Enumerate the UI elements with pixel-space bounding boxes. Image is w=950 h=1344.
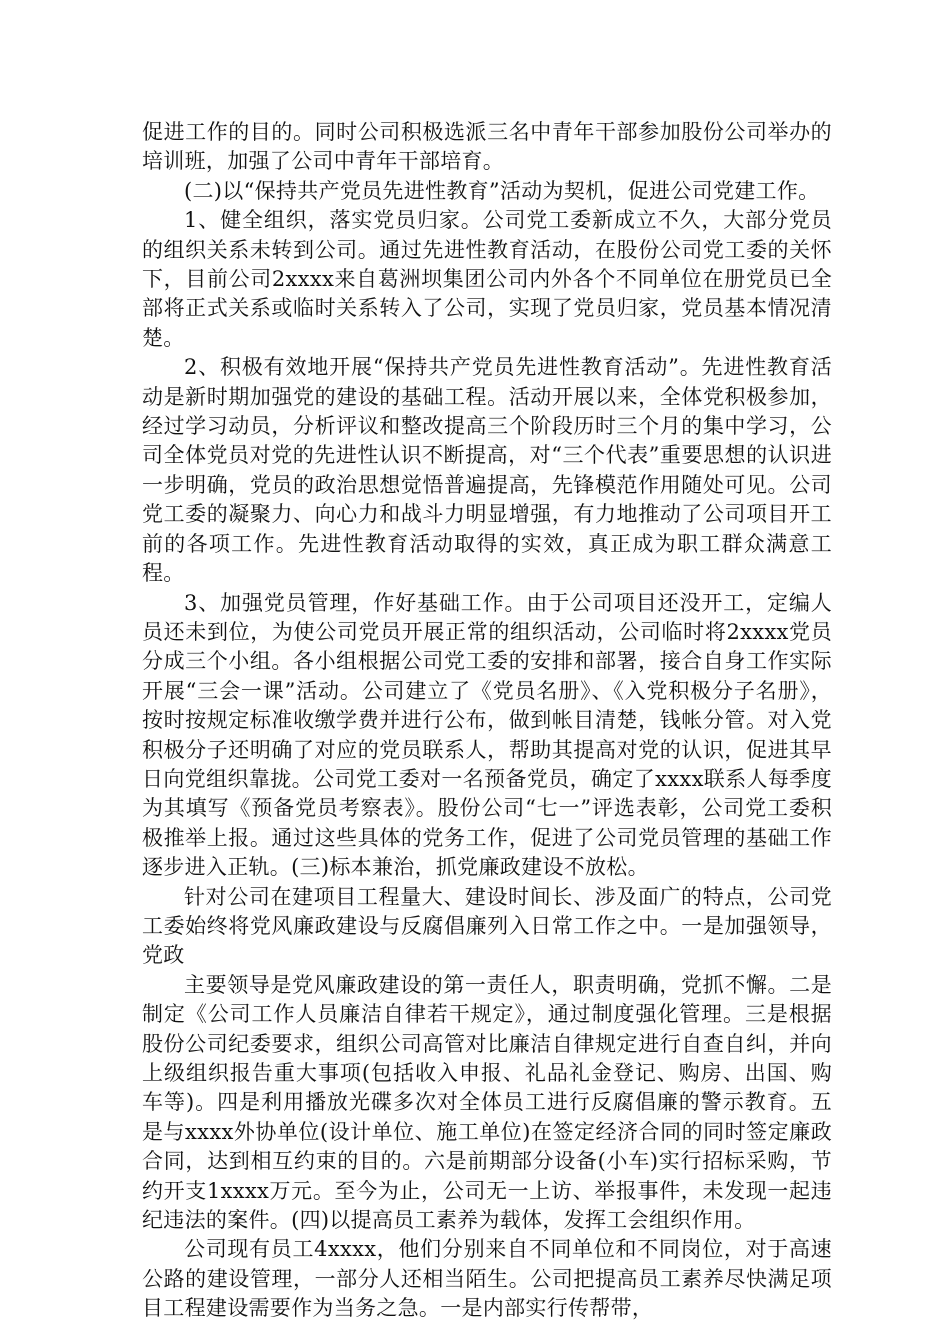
paragraph-4: 2、积极有效地开展“保持共产党员先进性教育活动”。先进性教育活动是新时期加强党的建设的基础工程。活动开展以来，全体党积极参加，经过学习动员，分析评议和整改提高三个阶段历时三个月的集中学习，公司全体党员对党的先进性认识不断提高，对“三个代表”重要思想的认识进一步明确，党员的政治思想觉悟普遍提高，先锋模范作用随处可见。公司党工委的凝聚力、向心力和战斗力明显增强，有力地推动了公司项目开工前的各项工作。先进性教育活动取得的实效，真正成为职工群众满意工程。 xyxy=(142,355,832,586)
paragraph-2: (二)以“保持共产党员先进性教育”活动为契机，促进公司党建工作。 xyxy=(184,178,820,203)
paragraph-1: 促进工作的目的。同时公司积极选派三名中青年干部参加股份公司举办的培训班，加强了公司中青年干部培育。 xyxy=(142,120,832,174)
paragraph-3: 1、健全组织，落实党员归家。公司党工委新成立不久，大部分党员的组织关系未转到公司。通过先进性教育活动，在股份公司党工委的关怀下，目前公司2xxxx来自葛洲坝集团公司内外各个不同单位在册党员已全部将正式关系或临时关系转入了公司，实现了党员归家，党员基本情况清楚。 xyxy=(142,208,832,350)
paragraph-6: 针对公司在建项目工程量大、建设时间长、涉及面广的特点，公司党工委始终将党风廉政建设与反腐倡廉列入日常工作之中。一是加强领导，党政 xyxy=(142,884,832,968)
paragraph-7: 主要领导是党风廉政建设的第一责任人，职责明确，党抓不懈。二是制定《公司工作人员廉洁自律若干规定》，通过制度强化管理。三是根据股份公司纪委要求，组织公司高管对比廉洁自律规定进行自查自纠，并向上级组织报告重大事项(包括收入申报、礼品礼金登记、购房、出国、购车等)。四是利用播放光碟多次对全体员工进行反腐倡廉的警示教育。五是与xxxx外协单位(设计单位、施工单位)在签定经济合同的同时签定廉政合同，达到相互约束的目的。六是前期部分设备(小车)实行招标采购，节约开支1xxxx万元。至今为止，公司无一上访、举报事件，未发现一起违纪违法的案件。(四)以提高员工素养为载体，发挥工会组织作用。 xyxy=(142,972,832,1233)
paragraph-8: 公司现有员工4xxxx，他们分别来自不同单位和不同岗位，对于高速公路的建设管理，一部分人还相当陌生。公司把提高员工素养尽快满足项目工程建设需要作为当务之急。一是内部实行传帮带， xyxy=(142,1237,832,1321)
document-body xyxy=(142,118,832,1324)
paragraph-5: 3、加强党员管理，作好基础工作。由于公司项目还没开工，定编人员还未到位，为使公司党员开展正常的组织活动，公司临时将2xxxx党员分成三个小组。各小组根据公司党工委的安排和部署，接合自身工作实际开展“三会一课”活动。公司建立了《党员名册》、《入党积极分子名册》，按时按规定标准收缴学费并进行公布，做到帐目清楚，钱帐分管。对入党积极分子还明确了对应的党员联系人，帮助其提高对党的认识，促进其早日向党组织靠拢。公司党工委对一名预备党员，确定了xxxx联系人每季度为其填写《预备党员考察表》。股份公司“七一”评选表彰，公司党工委积极推举上报。通过这些具体的党务工作，促进了公司党员管理的基础工作逐步进入正轨。(三)标本兼治，抓党廉政建设不放松。 xyxy=(142,590,832,880)
